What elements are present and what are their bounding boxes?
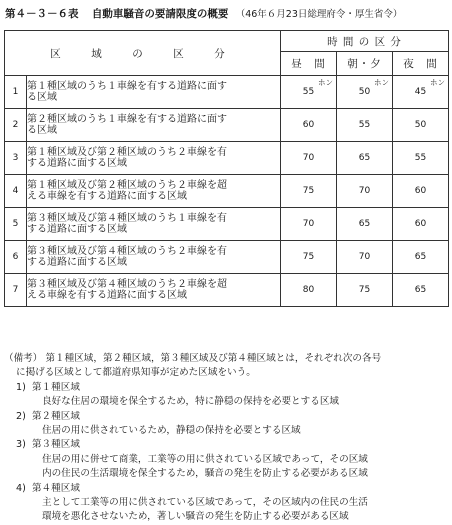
unit-label: ホン [318, 78, 333, 87]
value-day: ホン 55 [281, 76, 337, 109]
time-header: 時 間 の 区 分 [281, 31, 449, 52]
note-item-heading: 4) 第４種区域 [16, 482, 80, 494]
unit-label: ホン [374, 78, 389, 87]
value-morning-evening: 70 [337, 175, 393, 208]
table-row [5, 142, 449, 175]
value-day: 70 [281, 142, 337, 175]
note-item-description: 内の住民の生活環境を保全するため，騒音の発生を防止する必要がある区域 [42, 468, 368, 480]
notes-intro [4, 352, 448, 366]
row-number: 2 [5, 109, 27, 142]
note-item-description: 良好な住居の環境を保全するため，特に静穏の保持を必要とする区域 [42, 396, 340, 408]
table-row [5, 175, 449, 208]
note-item-heading: 3) 第３種区域 [16, 439, 80, 451]
row-description: 第３種区域及び第４種区域のうち１車線を有 する道路に面する区域 [27, 208, 281, 241]
value-morning-evening: 65 [337, 142, 393, 175]
note-item-description: 住居の用に併せて商業，工業等の用に供されている区域であって，その区域 [42, 453, 368, 465]
value-night: 60 [393, 208, 449, 241]
table-number: 第４－３－６表 [5, 8, 79, 20]
row-description: 第１種区域のうち１車線を有する道路に面す る区域 [27, 76, 281, 109]
notes-label: （備考） [4, 353, 43, 364]
value-day: 80 [281, 274, 337, 307]
value-morning-evening: 55 [337, 109, 393, 142]
table-main-title: 自動車騒音の要請限度の概要 [91, 8, 229, 20]
row-number: 5 [5, 208, 27, 241]
value-night: 60 [393, 175, 449, 208]
area-header: 区 域 の 区 分 [5, 31, 281, 76]
notes-section [4, 352, 448, 525]
row-number: 7 [5, 274, 27, 307]
value-morning-evening: 75 [337, 274, 393, 307]
col-header-night: 夜 間 [393, 52, 449, 76]
unit-label: ホン [430, 78, 446, 87]
table-source: （46年６月23日総理府令・厚生省令） [235, 9, 403, 20]
value-day: 75 [281, 241, 337, 274]
value-day: 75 [281, 175, 337, 208]
col-header-morning-evening: 朝・夕 [337, 52, 393, 76]
row-description: 第２種区域のうち１車線を有する道路に面す る区域 [27, 109, 281, 142]
note-item-description: 環境を悪化させないため，著しい騒音の発生を防止する必要がある区域 [42, 511, 349, 523]
col-header-day: 昼 間 [281, 52, 337, 76]
note-item-description: 住居の用に供されているため，静穏の保持を必要とする区域 [42, 425, 301, 437]
value-night: 65 [393, 274, 449, 307]
value-morning-evening: 70 [337, 241, 393, 274]
row-number: 4 [5, 175, 27, 208]
table-row [5, 241, 449, 274]
limits-table [4, 30, 449, 307]
table-row [5, 274, 449, 307]
value-morning-evening: ホン 50 [337, 76, 393, 109]
row-description: 第１種区域及び第２種区域のうち２車線を有 する道路に面する区域 [27, 142, 281, 175]
row-number: 6 [5, 241, 27, 274]
note-item-heading: 1) 第１種区域 [16, 381, 80, 393]
value-day: 70 [281, 208, 337, 241]
value-night: 55 [393, 142, 449, 175]
value-morning-evening: 65 [337, 208, 393, 241]
row-description: 第３種区域及び第４種区域のうち２車線を超 える車線を有する道路に面する区域 [27, 274, 281, 307]
row-number: 3 [5, 142, 27, 175]
table-row [5, 208, 449, 241]
table-row [5, 109, 449, 142]
table-row [5, 76, 449, 109]
value-day: 60 [281, 109, 337, 142]
row-description: 第１種区域及び第２種区域のうち２車線を超 える車線を有する道路に面する区域 [27, 175, 281, 208]
value-night: ホン 45 [393, 76, 449, 109]
row-description: 第３種区域及び第４種区域のうち２車線を有 する道路に面する区域 [27, 241, 281, 274]
note-item-description: 主として工業等の用に供されている区域であって，その区域内の住民の生活 [42, 497, 368, 509]
value-night: 50 [393, 109, 449, 142]
note-item-heading: 2) 第２種区域 [16, 410, 80, 422]
notes-intro-line1: 第１種区域，第２種区域，第３種区域及び第４種区域とは，それぞれ次の各号 [45, 353, 382, 364]
value-night: 65 [393, 241, 449, 274]
row-number: 1 [5, 76, 27, 109]
table-title [5, 6, 447, 21]
notes-intro-line2: に掲げる区域として都道府県知事が定めた区域をいう。 [16, 367, 256, 379]
